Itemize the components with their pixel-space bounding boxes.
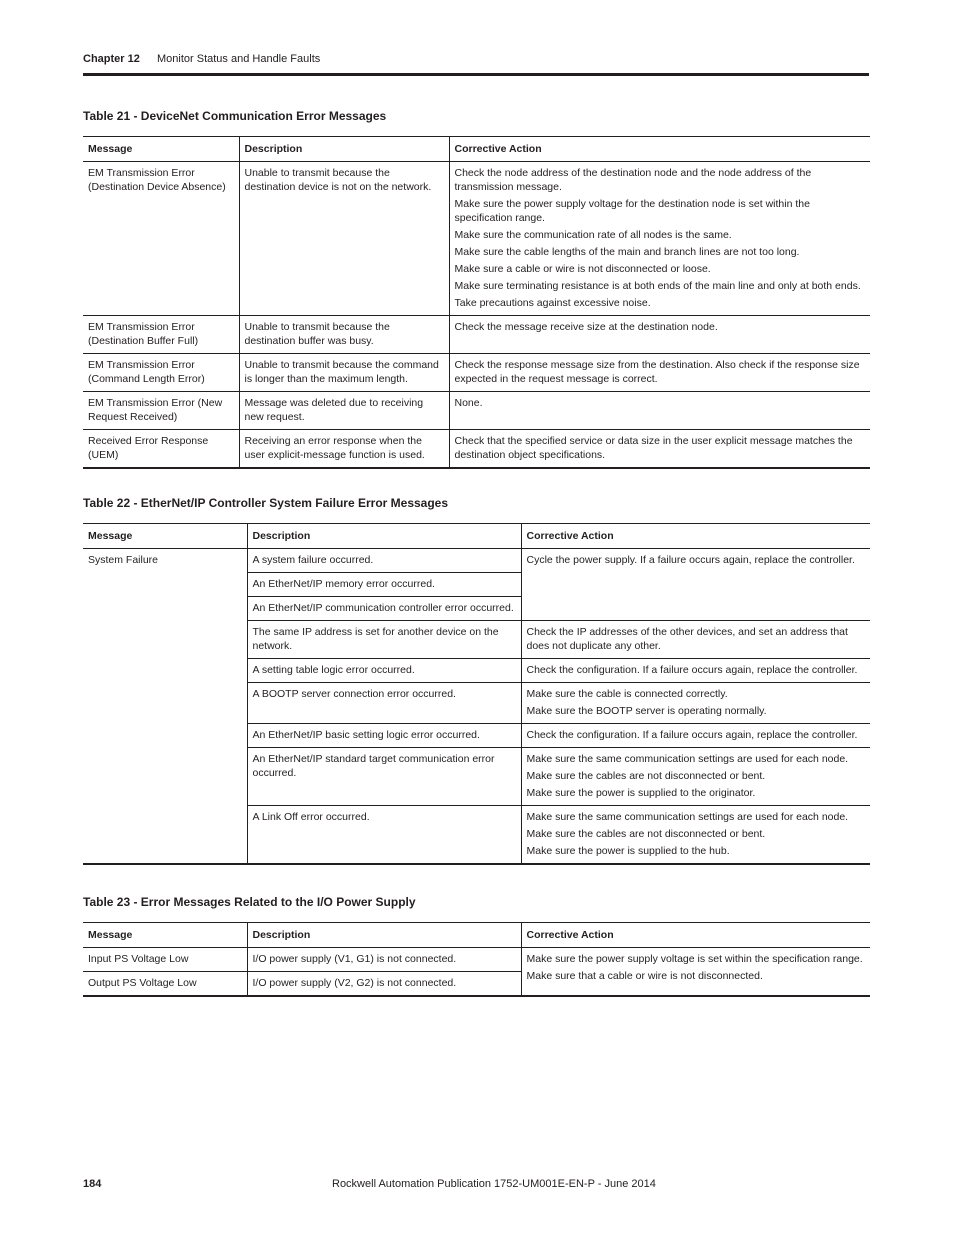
action-line: Make sure the power supply voltage is set within the specification range. — [526, 953, 863, 965]
chapter-label: Chapter 12 — [83, 53, 140, 65]
action-cell — [521, 748, 870, 806]
action-cell — [449, 430, 870, 469]
description-cell: An EtherNet/IP standard target communication error occurred. — [247, 748, 521, 806]
column-header: Message — [83, 923, 247, 948]
action-line: Make sure the BOOTP server is operating normally. — [526, 705, 767, 717]
action-line: Check the configuration. If a failure occurs again, replace the controller. — [526, 729, 858, 741]
action-line: Make sure the power supply voltage for the destination node is set within the specification range. — [454, 198, 810, 224]
action-line: Make sure the cable lengths of the main and branch lines are not too long. — [454, 246, 800, 258]
action-line: Make sure the same communication settings are used for each node. — [526, 753, 849, 765]
action-line: None. — [454, 397, 483, 409]
action-cell — [521, 806, 870, 865]
action-line: Check the message receive size at the destination node. — [454, 321, 718, 333]
message-cell: Input PS Voltage Low — [83, 948, 247, 972]
table22 — [83, 523, 870, 865]
action-cell — [521, 621, 870, 659]
action-line: Make sure the cable is connected correctly. — [526, 688, 728, 700]
action-line: Make sure that a cable or wire is not disconnected. — [526, 970, 763, 982]
action-line: Take precautions against excessive noise. — [454, 297, 651, 309]
action-line: Check the node address of the destination node and the node address of the transmission message. — [454, 167, 812, 193]
action-cell — [521, 683, 870, 724]
description-cell: Unable to transmit because the destination buffer was busy. — [239, 316, 449, 354]
table-row — [83, 354, 870, 392]
message-cell: Received Error Response (UEM) — [83, 430, 239, 469]
message-cell: EM Transmission Error (Destination Device Absence) — [83, 162, 239, 316]
table-row — [83, 549, 870, 573]
action-line: Make sure the cables are not disconnected or bent. — [526, 828, 766, 840]
table22-header-row — [83, 524, 870, 549]
description-cell: An EtherNet/IP memory error occurred. — [247, 573, 521, 597]
table23-header-row — [83, 923, 870, 948]
table-row — [83, 392, 870, 430]
page-header — [83, 53, 321, 65]
column-header: Message — [83, 524, 247, 549]
table-row — [83, 430, 870, 469]
action-line: Check that the specified service or data size in the user explicit message matches the destination object specifications. — [454, 435, 853, 461]
action-cell — [449, 162, 870, 316]
table23 — [83, 922, 870, 997]
description-cell: A system failure occurred. — [247, 549, 521, 573]
description-cell: I/O power supply (V1, G1) is not connected. — [247, 948, 521, 972]
message-cell: EM Transmission Error (Destination Buffer Full) — [83, 316, 239, 354]
message-cell: Output PS Voltage Low — [83, 972, 247, 997]
table-row — [83, 316, 870, 354]
table21-header-row — [83, 137, 870, 162]
action-cell — [521, 549, 870, 621]
column-header: Corrective Action — [521, 524, 870, 549]
table21 — [83, 136, 870, 469]
action-cell — [521, 724, 870, 748]
message-cell: EM Transmission Error (Command Length Error) — [83, 354, 239, 392]
description-cell: A Link Off error occurred. — [247, 806, 521, 865]
action-line: Make sure the power is supplied to the hub. — [526, 845, 730, 857]
table-row — [83, 162, 870, 316]
publication-footer: Rockwell Automation Publication 1752-UM001E-EN-P - June 2014 — [332, 1178, 656, 1190]
description-cell: Unable to transmit because the command is longer than the maximum length. — [239, 354, 449, 392]
table23-caption: Table 23 - Error Messages Related to the I/O Power Supply — [83, 895, 416, 909]
action-cell — [521, 659, 870, 683]
description-cell: An EtherNet/IP communication controller error occurred. — [247, 597, 521, 621]
description-cell: The same IP address is set for another device on the network. — [247, 621, 521, 659]
action-line: Make sure the same communication settings are used for each node. — [526, 811, 849, 823]
action-cell — [449, 316, 870, 354]
action-line: Make sure the cables are not disconnected or bent. — [526, 770, 766, 782]
column-header: Corrective Action — [521, 923, 870, 948]
page-number: 184 — [83, 1178, 102, 1190]
action-line: Make sure terminating resistance is at both ends of the main line and only at both ends. — [454, 280, 861, 292]
column-header: Message — [83, 137, 239, 162]
table22-caption: Table 22 - EtherNet/IP Controller System Failure Error Messages — [83, 496, 449, 510]
section-title: Monitor Status and Handle Faults — [157, 53, 321, 65]
action-line: Check the IP addresses of the other devices, and set an address that does not duplicate any other. — [526, 626, 848, 652]
description-cell: Message was deleted due to receiving new request. — [239, 392, 449, 430]
table-row — [83, 948, 870, 972]
header-rule — [83, 73, 869, 76]
description-cell: Unable to transmit because the destination device is not on the network. — [239, 162, 449, 316]
action-line: Make sure the communication rate of all nodes is the same. — [454, 229, 732, 241]
action-cell — [521, 948, 870, 997]
message-cell: EM Transmission Error (New Request Received) — [83, 392, 239, 430]
action-line: Make sure the power is supplied to the originator. — [526, 787, 756, 799]
action-line: Cycle the power supply. If a failure occurs again, replace the controller. — [526, 554, 855, 566]
action-line: Check the response message size from the destination. Also check if the response size expected in the request message is correct. — [454, 359, 860, 385]
action-line: Make sure a cable or wire is not disconnected or loose. — [454, 263, 711, 275]
description-cell: I/O power supply (V2, G2) is not connected. — [247, 972, 521, 997]
description-cell: An EtherNet/IP basic setting logic error occurred. — [247, 724, 521, 748]
column-header: Description — [239, 137, 449, 162]
description-cell: A BOOTP server connection error occurred. — [247, 683, 521, 724]
description-cell: A setting table logic error occurred. — [247, 659, 521, 683]
message-cell: System Failure — [83, 549, 247, 865]
column-header: Corrective Action — [449, 137, 870, 162]
column-header: Description — [247, 923, 521, 948]
column-header: Description — [247, 524, 521, 549]
action-line: Check the configuration. If a failure occurs again, replace the controller. — [526, 664, 858, 676]
table21-caption: Table 21 - DeviceNet Communication Error Messages — [83, 109, 387, 123]
action-cell — [449, 354, 870, 392]
action-cell — [449, 392, 870, 430]
description-cell: Receiving an error response when the user explicit-message function is used. — [239, 430, 449, 469]
